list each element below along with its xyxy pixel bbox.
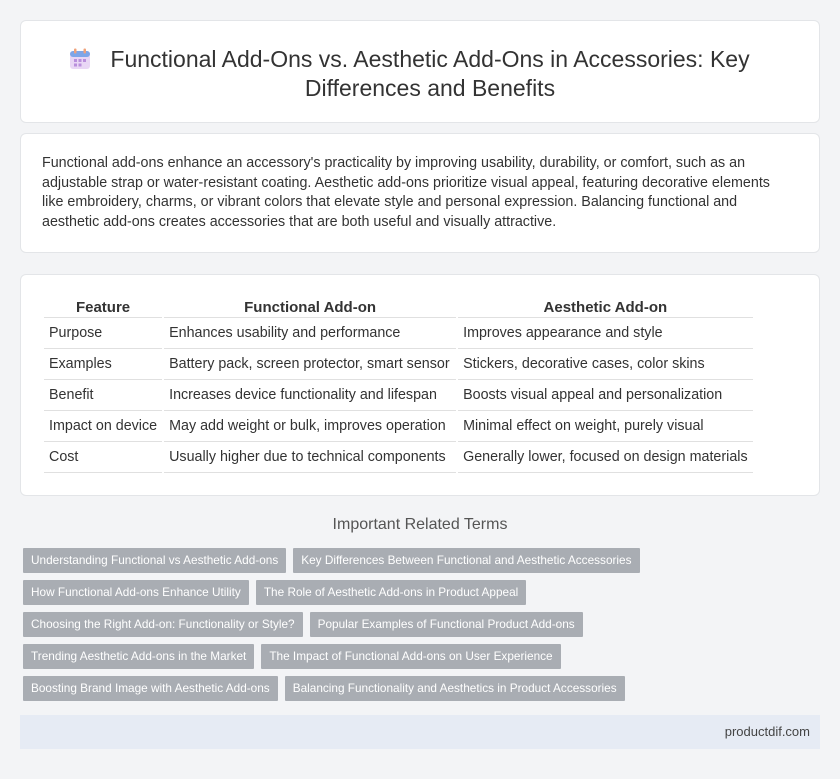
header-aesthetic: Aesthetic Add-on [458,294,753,318]
table-cell: Boosts visual appeal and personalization [458,380,753,411]
table-cell: May add weight or bulk, improves operation [164,411,456,442]
related-term-link[interactable]: Trending Aesthetic Add-ons in the Market [23,644,254,669]
tag-row [23,644,803,669]
table-cell: Battery pack, screen protector, smart sensor [164,349,456,380]
related-term-link[interactable]: Choosing the Right Add-on: Functionality or Style? [23,612,303,637]
footer-site-name: productdif.com [724,724,810,739]
related-terms-heading: Important Related Terms [332,516,508,533]
comparison-card [20,274,820,496]
related-terms-list [23,548,803,708]
table-cell: Benefit [44,380,162,411]
table-row [44,349,753,380]
footer [20,715,820,749]
tag-row [23,676,803,701]
table-cell: Enhances usability and performance [164,318,456,349]
table-row [44,318,753,349]
table-cell: Usually higher due to technical components [164,442,456,473]
table-header-row [44,294,753,318]
related-term-link[interactable]: Boosting Brand Image with Aesthetic Add-ons [23,676,278,701]
header-feature: Feature [44,294,162,318]
table-row [44,442,753,473]
comparison-table [42,294,755,473]
table-cell: Cost [44,442,162,473]
related-term-link[interactable]: Understanding Functional vs Aesthetic Add-ons [23,548,286,573]
tag-row [23,580,803,605]
table-cell: Increases device functionality and lifespan [164,380,456,411]
table-cell: Impact on device [44,411,162,442]
table-cell: Purpose [44,318,162,349]
table-cell: Generally lower, focused on design materials [458,442,753,473]
table-cell: Examples [44,349,162,380]
related-term-link[interactable]: Popular Examples of Functional Product Add-ons [310,612,583,637]
related-term-link[interactable]: The Role of Aesthetic Add-ons in Product Appeal [256,580,526,605]
header-functional: Functional Add-on [164,294,456,318]
page-title: Functional Add-Ons vs. Aesthetic Add-Ons in Accessories: Key Differences and Benefits [110,46,750,101]
table-cell: Stickers, decorative cases, color skins [458,349,753,380]
title-card [20,20,820,123]
intro-paragraph: Functional add-ons enhance an accessory's practicality by improving usability, durability, or comfort, such as an adjustable strap or water-resistant coating. Aesthetic add-ons prioritize visual appeal, featuring decorative elements like embroidery, charms, or vibrant colors that elevate style and personal expression. Balancing functional and aesthetic add-ons creates accessories that are both useful and visually attractive. [42,155,770,230]
table-cell: Minimal effect on weight, purely visual [458,411,753,442]
related-term-link[interactable]: Key Differences Between Functional and Aesthetic Accessories [293,548,639,573]
related-term-link[interactable]: The Impact of Functional Add-ons on User Experience [261,644,560,669]
table-row [44,380,753,411]
tag-row [23,612,803,637]
tag-row [23,548,803,573]
intro-card [20,133,820,253]
table-row [44,411,753,442]
related-term-link[interactable]: Balancing Functionality and Aesthetics in Product Accessories [285,676,625,701]
table-cell: Improves appearance and style [458,318,753,349]
related-term-link[interactable]: How Functional Add-ons Enhance Utility [23,580,249,605]
